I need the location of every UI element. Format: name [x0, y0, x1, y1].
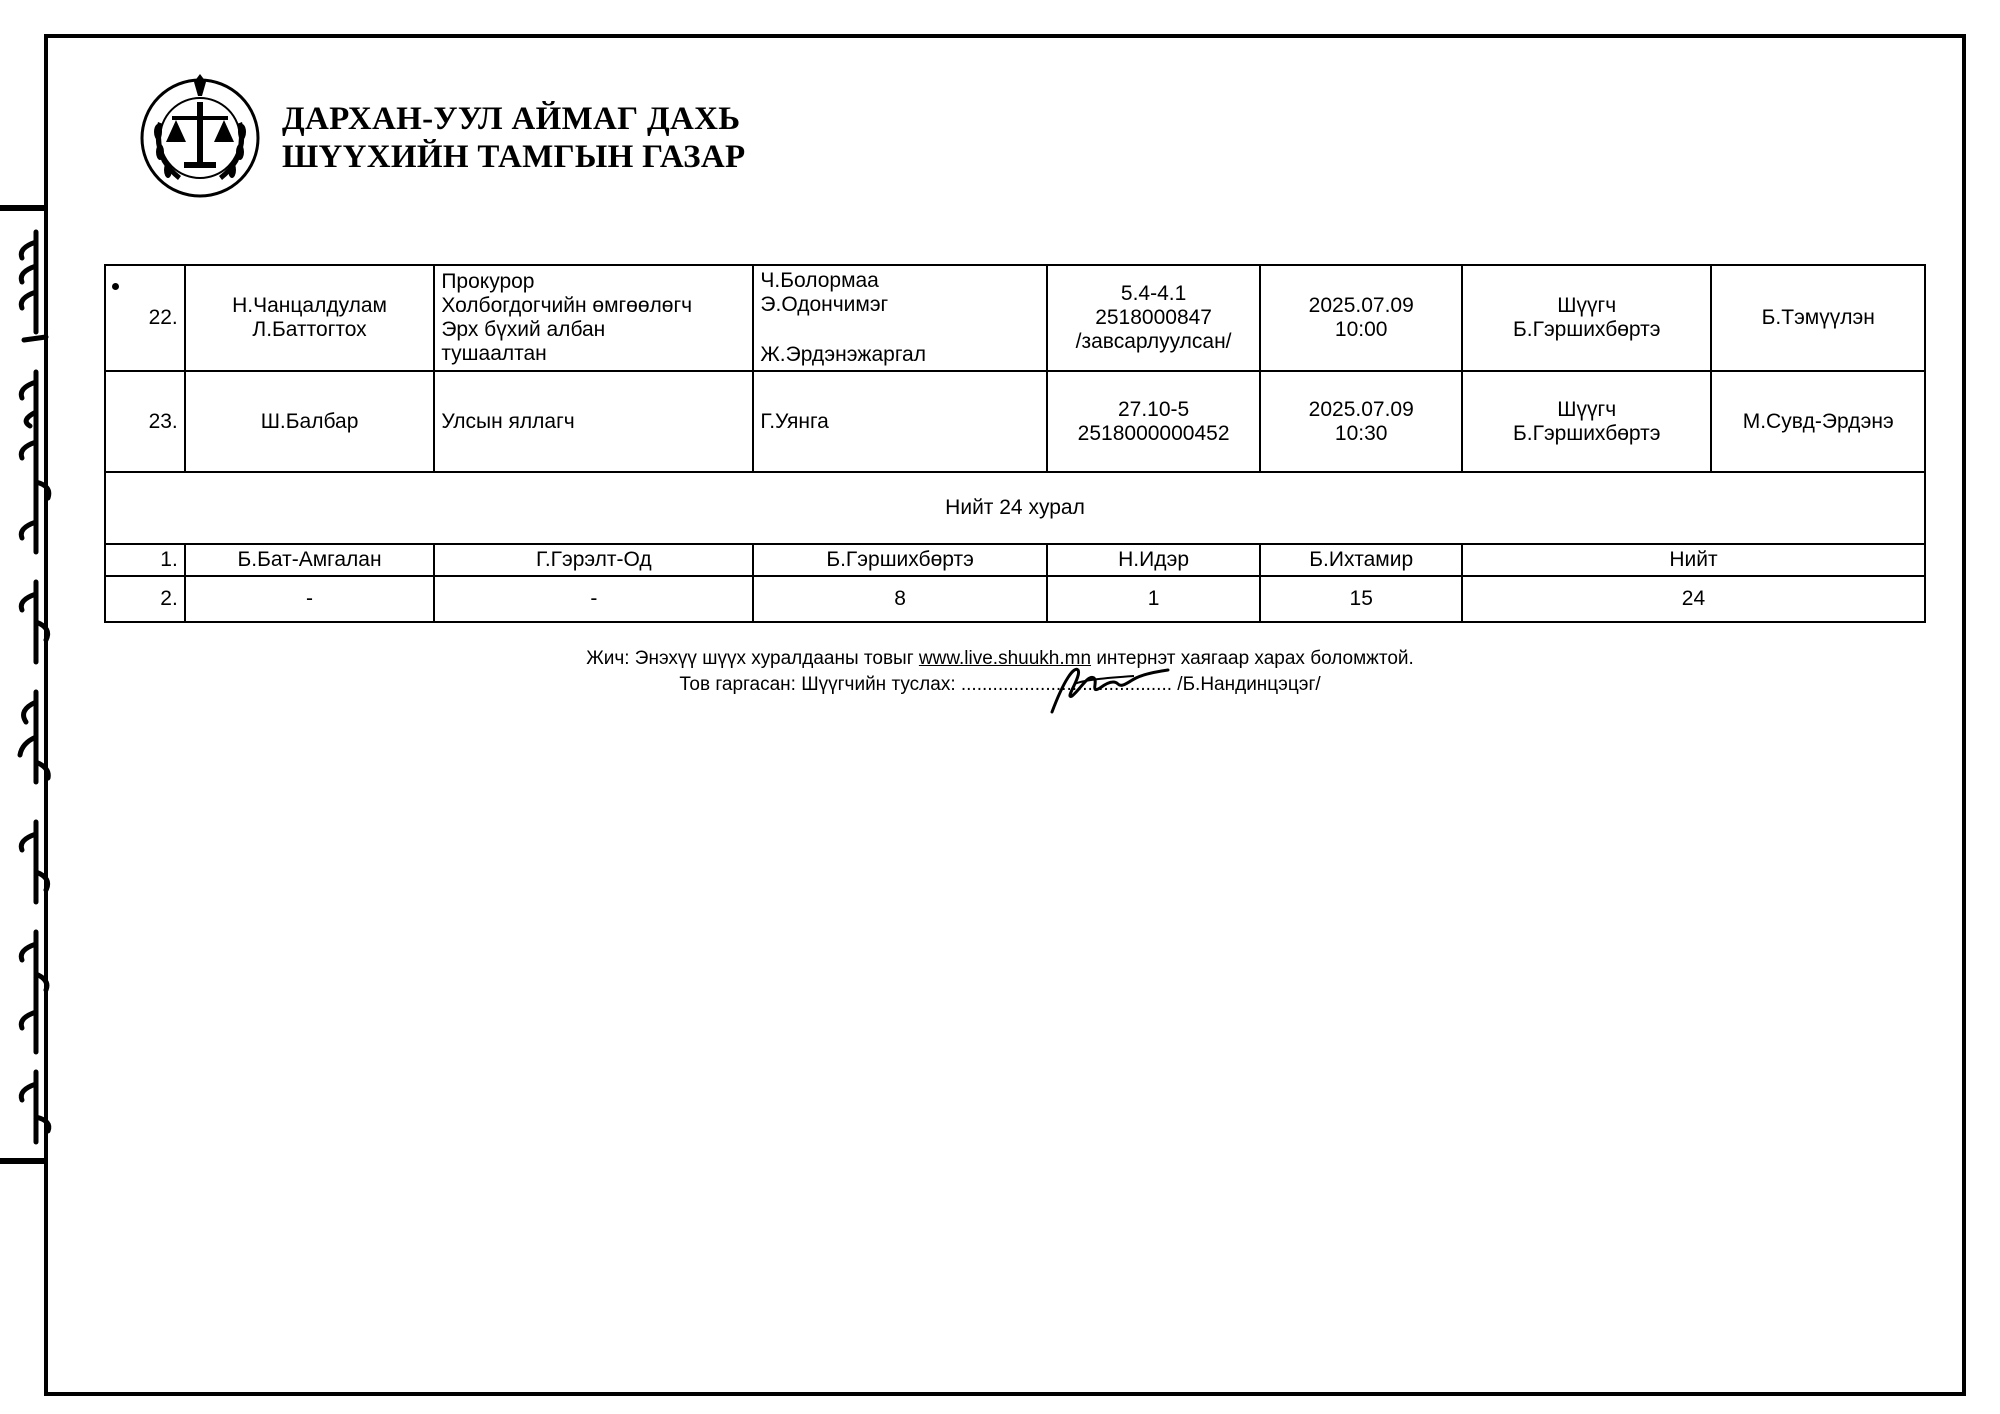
note-suffix: интернэт хаягаар харах боломжтой.: [1096, 648, 1414, 669]
summary-cell: Н.Идэр: [1047, 544, 1261, 576]
prepared-by-line: Тов гаргасан: Шүүгчийн туслах: ........................................ /Б.Нандинцэцэг/: [679, 674, 1321, 695]
defendants-cell: [185, 371, 435, 472]
judge-name: Б.Гэршихбөртэ: [1512, 421, 1661, 445]
footer-note: [0, 648, 2000, 670]
row-number: 23.: [105, 371, 185, 472]
defendants-cell: [185, 265, 435, 371]
datetime-cell: [1260, 371, 1462, 472]
summary-cell: -: [185, 576, 435, 622]
signature-icon: [1044, 660, 1174, 716]
summary-cell: Б.Бат-Амгалан: [185, 544, 435, 576]
summary-cell: 15: [1260, 576, 1462, 622]
case-cell: [1047, 371, 1261, 472]
defendant-name: Л.Баттогтох: [252, 318, 367, 341]
summary-cell: 1.: [105, 544, 185, 576]
datetime-cell: [1260, 265, 1462, 371]
participant-role: Холбогдогчийн өмгөөлөгч: [441, 294, 693, 317]
participant-role: тушаалтан: [441, 342, 547, 365]
participant-role: Улсын яллагч: [441, 409, 575, 433]
margin-rule-bottom: [0, 1158, 46, 1164]
hearing-schedule-table: [104, 264, 1926, 623]
summary-row: [105, 576, 1925, 622]
case-cell: [1047, 265, 1261, 371]
judge-cell: [1462, 265, 1711, 371]
summary-cell: Нийт: [1462, 544, 1925, 576]
hearing-date: 2025.07.09: [1308, 397, 1414, 421]
live-site-link[interactable]: www.live.shuukh.mn: [918, 648, 1092, 669]
org-line-1: ДАРХАН-УУЛ АЙМАГ ДАХЬ: [282, 101, 741, 137]
participant-role: Эрх бүхий албан: [441, 318, 606, 341]
case-number: 2518000847: [1095, 306, 1212, 329]
secretary-cell: Б.Тэмүүлэн: [1711, 265, 1925, 371]
hearing-date: 2025.07.09: [1308, 294, 1414, 317]
attendee-name: Э.Одончимэг: [760, 293, 889, 316]
margin-rule-top: [0, 205, 46, 211]
participants-cell: [434, 265, 753, 371]
summary-cell: -: [434, 576, 753, 622]
defendant-name: Ш.Балбар: [260, 409, 359, 433]
summary-cell: Б.Гэршихбөртэ: [753, 544, 1046, 576]
total-row: [105, 472, 1925, 544]
total-label: Нийт 24 хурал: [105, 472, 1925, 544]
judge-title: Шүүгч: [1557, 397, 1617, 421]
summary-row: [105, 544, 1925, 576]
attendees-cell: [753, 265, 1046, 371]
attendee-name: Ж.Эрдэнэжаргал: [760, 343, 926, 366]
hearing-time: 10:00: [1334, 318, 1388, 341]
summary-cell: 24: [1462, 576, 1925, 622]
summary-cell: 1: [1047, 576, 1261, 622]
secretary-cell: М.Сувд-Эрдэнэ: [1711, 371, 1925, 472]
attendee-name: Ч.Болормаа: [760, 269, 879, 292]
case-number: 2518000000452: [1077, 421, 1230, 445]
summary-cell: Б.Ихтамир: [1260, 544, 1462, 576]
table-row: [105, 371, 1925, 472]
case-status: /завсарлуулсан/: [1075, 330, 1232, 353]
row-number: 22.: [105, 265, 185, 371]
judge-cell: [1462, 371, 1711, 472]
case-article: 5.4-4.1: [1120, 282, 1187, 305]
summary-cell: 8: [753, 576, 1046, 622]
judge-title: Шүүгч: [1557, 294, 1617, 317]
table-row: [105, 265, 1925, 371]
hearing-time: 10:30: [1334, 421, 1388, 445]
attendee-name: Г.Уянга: [760, 409, 829, 433]
court-emblem-icon: [138, 72, 262, 202]
judge-name: Б.Гэршихбөртэ: [1512, 318, 1661, 341]
document-border: [44, 34, 1966, 1396]
participants-cell: [434, 371, 753, 472]
summary-cell: Г.Гэрэлт-Од: [434, 544, 753, 576]
participant-role: Прокурор: [441, 270, 535, 293]
summary-cell: 2.: [105, 576, 185, 622]
attendees-cell: [753, 371, 1046, 472]
defendant-name: Н.Чанцалдулам: [232, 294, 387, 317]
org-line-2: ШҮҮХИЙН ТАМГЫН ГАЗАР: [282, 139, 746, 175]
spacer: [760, 317, 1039, 343]
note-prefix: Жич: Энэхүү шүүх хуралдааны товыг: [586, 648, 914, 669]
case-article: 27.10-5: [1117, 397, 1190, 421]
organization-name: [282, 100, 745, 176]
